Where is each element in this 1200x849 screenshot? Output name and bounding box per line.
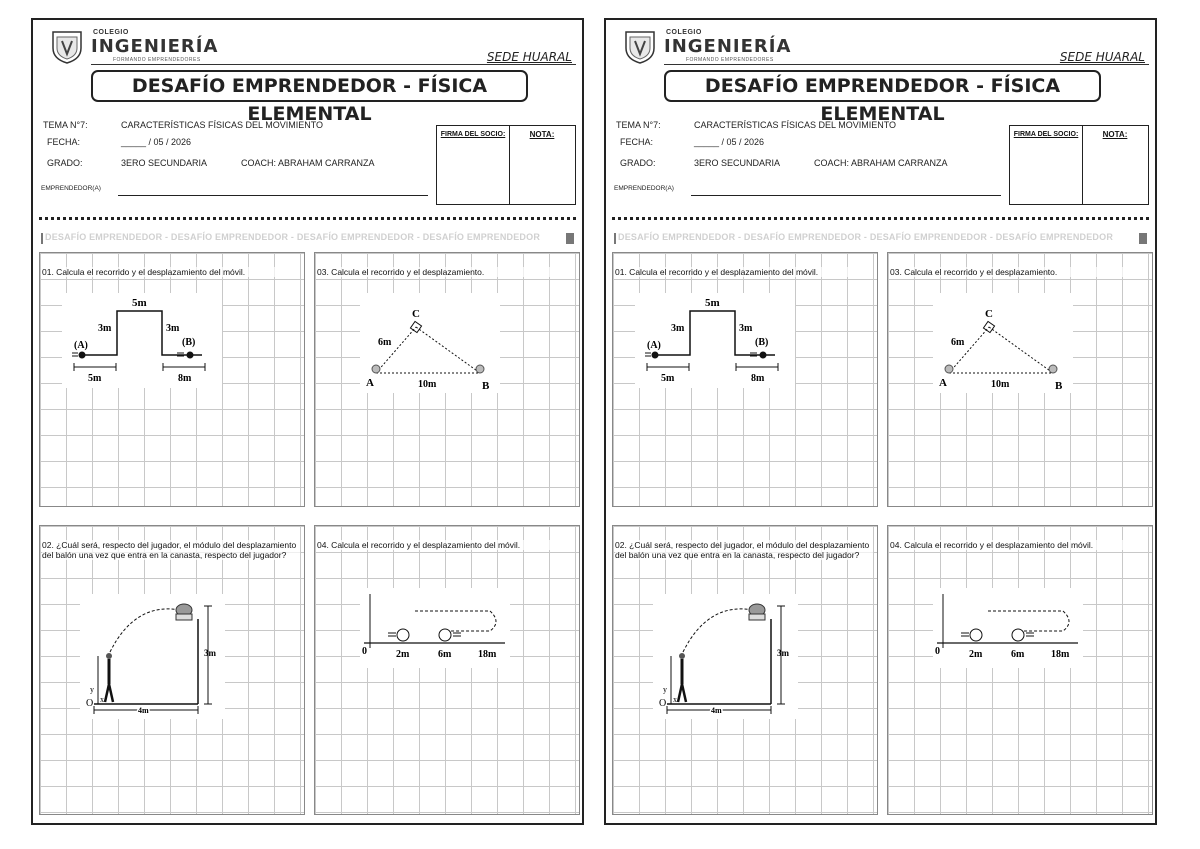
fig3-point-b: B <box>1055 380 1063 392</box>
fig1-start-label: (A) <box>74 340 88 351</box>
fecha-value: _____ / 05 / 2026 <box>694 137 765 147</box>
fig3-ab-length: 10m <box>418 379 437 390</box>
school-name: INGENIERÍA <box>664 36 792 57</box>
firma-label: FIRMA DEL SOCIO: <box>1013 131 1079 138</box>
school-label: COLEGIO <box>93 29 129 36</box>
firma-label: FIRMA DEL SOCIO: <box>440 131 506 138</box>
grado-label: GRADO: <box>620 158 656 168</box>
question-4-text: 04. Calcula el recorrido y el desplazamiento del móvil. <box>890 540 1148 550</box>
emprendedor-line[interactable] <box>691 195 1001 196</box>
fig2-height: 3m <box>204 648 216 658</box>
signature-box <box>436 125 576 205</box>
figure-1 <box>635 293 795 388</box>
school-tagline: FORMANDO EMPRENDEDORES <box>113 57 201 63</box>
grado-label: GRADO: <box>47 158 83 168</box>
sede-label: SEDE HUARAL <box>486 50 572 64</box>
figure-1 <box>62 293 222 388</box>
header-rule <box>664 64 1149 65</box>
fig3-point-b: B <box>482 380 490 392</box>
question-2-text: 02. ¿Cuál será, respecto del jugador, el módulo del desplazamiento del balón una vez que entra en la canasta, respecto del jugador? <box>615 540 873 560</box>
worksheet-left <box>31 18 584 825</box>
fig2-origin: O <box>86 698 94 709</box>
banner <box>614 233 1147 244</box>
tema-label: TEMA N°7: <box>616 120 661 130</box>
coach-label: COACH: ABRAHAM CARRANZA <box>241 158 375 168</box>
fig1-right-height: 3m <box>166 323 180 334</box>
fig1-top-label: 5m <box>132 297 147 309</box>
grado-value: 3ERO SECUNDARIA <box>121 158 208 168</box>
fig3-point-a: A <box>366 377 374 389</box>
coach-label: COACH: ABRAHAM CARRANZA <box>814 158 948 168</box>
fig3-point-c: C <box>412 308 420 320</box>
fecha-label: FECHA: <box>47 137 81 147</box>
fecha-value: _____ / 05 / 2026 <box>121 137 192 147</box>
school-name: INGENIERÍA <box>91 36 219 57</box>
question-3-text: 03. Calcula el recorrido y el desplazamiento. <box>890 267 1148 277</box>
figure-4 <box>360 588 510 668</box>
signature-box <box>1009 125 1149 205</box>
header-rule <box>91 64 576 65</box>
fig2-height: 3m <box>777 648 789 658</box>
fig4-mark-6: 6m <box>438 649 452 660</box>
nota-label: NOTA: <box>529 130 555 139</box>
fig1-right-height: 3m <box>739 323 753 334</box>
school-label: COLEGIO <box>666 29 702 36</box>
fig1-left-base: 5m <box>661 373 675 384</box>
question-1-panel[interactable] <box>612 252 878 507</box>
fig1-top-label: 5m <box>705 297 720 309</box>
fig1-end-label: (B) <box>182 337 196 348</box>
fig3-point-c: C <box>985 308 993 320</box>
figure-3 <box>360 293 500 393</box>
fig4-zero: 0 <box>935 646 940 657</box>
question-3-text: 03. Calcula el recorrido y el desplazamiento. <box>317 267 575 277</box>
fig1-start-label: (A) <box>647 340 661 351</box>
tema-label: TEMA N°7: <box>43 120 88 130</box>
fig4-zero: 0 <box>362 646 367 657</box>
question-3-panel[interactable] <box>887 252 1153 507</box>
tema-value: CARACTERÍSTICAS FÍSICAS DEL MOVIMIENTO <box>121 120 324 130</box>
fig2-y: y <box>663 685 667 694</box>
fig1-left-height: 3m <box>98 323 112 334</box>
fig4-mark-2: 2m <box>396 649 410 660</box>
figure-3 <box>933 293 1073 393</box>
sede-label: SEDE HUARAL <box>1059 50 1145 64</box>
banner-marker <box>566 233 574 244</box>
question-1-text: 01. Calcula el recorrido y el desplazamiento del móvil. <box>615 267 873 277</box>
nota-label: NOTA: <box>1102 130 1128 139</box>
question-2-panel[interactable] <box>39 525 305 815</box>
fig2-y: y <box>90 685 94 694</box>
emprendedor-line[interactable] <box>118 195 428 196</box>
question-3-panel[interactable] <box>314 252 580 507</box>
fig1-left-base: 5m <box>88 373 102 384</box>
emprendedor-label: EMPRENDEDOR(A) <box>41 185 101 192</box>
school-logo <box>622 28 658 64</box>
fig2-x: x <box>100 695 104 704</box>
fecha-label: FECHA: <box>620 137 654 147</box>
dotted-separator <box>39 217 576 220</box>
question-1-text: 01. Calcula el recorrido y el desplazamiento del móvil. <box>42 267 300 277</box>
question-2-text: 02. ¿Cuál será, respecto del jugador, el módulo del desplazamiento del balón una vez que entra en la canasta, respecto del jugador? <box>42 540 300 560</box>
fig3-ab-length: 10m <box>991 379 1010 390</box>
fig4-mark-6: 6m <box>1011 649 1025 660</box>
fig4-mark-18: 18m <box>1051 649 1070 660</box>
grado-value: 3ERO SECUNDARIA <box>694 158 781 168</box>
fig3-ac-length: 6m <box>951 337 965 348</box>
worksheet-right <box>604 18 1157 825</box>
fig1-end-label: (B) <box>755 337 769 348</box>
fig3-ac-length: 6m <box>378 337 392 348</box>
fig2-width: 4m <box>711 706 722 715</box>
question-2-panel[interactable] <box>612 525 878 815</box>
fig1-left-height: 3m <box>671 323 685 334</box>
tema-value: CARACTERÍSTICAS FÍSICAS DEL MOVIMIENTO <box>694 120 897 130</box>
question-4-text: 04. Calcula el recorrido y el desplazamiento del móvil. <box>317 540 575 550</box>
question-1-panel[interactable] <box>39 252 305 507</box>
emprendedor-label: EMPRENDEDOR(A) <box>614 185 674 192</box>
school-logo <box>49 28 85 64</box>
figure-4 <box>933 588 1083 668</box>
fig3-point-a: A <box>939 377 947 389</box>
question-4-panel[interactable] <box>314 525 580 815</box>
fig2-origin: O <box>659 698 667 709</box>
figure-2 <box>80 594 225 719</box>
fig4-mark-2: 2m <box>969 649 983 660</box>
fig2-x: x <box>673 695 677 704</box>
banner-marker <box>1139 233 1147 244</box>
figure-2 <box>653 594 798 719</box>
fig1-right-base: 8m <box>178 373 192 384</box>
school-tagline: FORMANDO EMPRENDEDORES <box>686 57 774 63</box>
question-4-panel[interactable] <box>887 525 1153 815</box>
dotted-separator <box>612 217 1149 220</box>
fig4-mark-18: 18m <box>478 649 497 660</box>
banner-text: DESAFÍO EMPRENDEDOR - DESAFÍO EMPRENDEDOR - DESAFÍO EMPRENDEDOR - DESAFÍO EMPRENDEDOR <box>618 232 1114 242</box>
page-title: DESAFÍO EMPRENDEDOR - FÍSICA ELEMENTAL <box>91 70 528 102</box>
banner-text: DESAFÍO EMPRENDEDOR - DESAFÍO EMPRENDEDOR - DESAFÍO EMPRENDEDOR - DESAFÍO EMPRENDEDOR <box>45 232 541 242</box>
banner <box>41 233 574 244</box>
page-title: DESAFÍO EMPRENDEDOR - FÍSICA ELEMENTAL <box>664 70 1101 102</box>
fig2-width: 4m <box>138 706 149 715</box>
fig1-right-base: 8m <box>751 373 765 384</box>
